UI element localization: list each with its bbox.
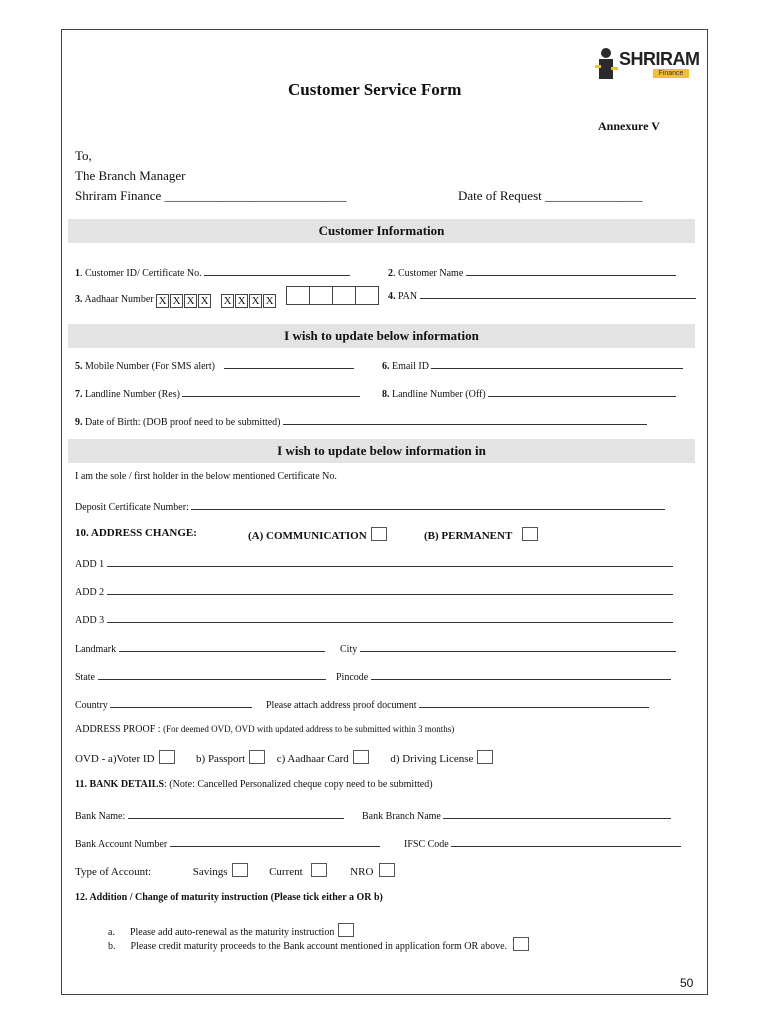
address-proof-label: ADDRESS PROOF : bbox=[75, 724, 161, 735]
landmark-blank[interactable] bbox=[119, 641, 325, 652]
city-blank[interactable] bbox=[360, 641, 676, 652]
attach-proof-blank[interactable] bbox=[419, 697, 649, 708]
field-3-label: Aadhaar Number bbox=[82, 294, 154, 305]
field-deposit-certificate[interactable] bbox=[75, 499, 665, 513]
pincode-label: Pincode bbox=[336, 672, 369, 683]
field-ifsc[interactable] bbox=[404, 836, 681, 850]
country-blank[interactable] bbox=[110, 697, 252, 708]
savings-option[interactable] bbox=[193, 866, 248, 878]
option-a-marker: a. bbox=[108, 927, 115, 938]
email-blank[interactable] bbox=[431, 358, 683, 369]
landmark-label: Landmark bbox=[75, 644, 117, 655]
field-5-number: 5. bbox=[75, 361, 83, 372]
add1-label: ADD 1 bbox=[75, 559, 105, 570]
account-type-row bbox=[75, 863, 395, 878]
current-option[interactable] bbox=[269, 866, 327, 878]
field-6-label: Email ID bbox=[389, 361, 429, 372]
date-of-request-field[interactable]: Date of Request _______________ bbox=[458, 188, 643, 203]
field-2-number: 2 bbox=[388, 268, 393, 279]
shriram-finance-line[interactable]: Shriram Finance ____________________________ bbox=[75, 188, 347, 203]
field-pan[interactable] bbox=[388, 288, 696, 302]
field-4-number: 4. bbox=[388, 291, 396, 302]
country-label: Country bbox=[75, 700, 108, 711]
address-change-heading: 10. ADDRESS CHANGE: bbox=[75, 527, 197, 539]
nro-option[interactable] bbox=[350, 866, 395, 878]
ovd-passport-option[interactable] bbox=[196, 753, 265, 765]
field-customer-id[interactable] bbox=[75, 265, 350, 279]
landline-off-blank[interactable] bbox=[488, 386, 676, 397]
aadhaar-mask-box: X bbox=[235, 294, 248, 308]
aadhaar-mask-box: X bbox=[221, 294, 234, 308]
aadhaar-mask-box: X bbox=[156, 294, 169, 308]
branch-name-label: Bank Branch Name bbox=[362, 811, 441, 822]
aadhaar-input-boxes[interactable] bbox=[286, 286, 378, 308]
add3-blank[interactable] bbox=[107, 612, 673, 623]
ifsc-label: IFSC Code bbox=[404, 839, 449, 850]
ovd-aadhaar-label: c) Aadhaar Card bbox=[276, 753, 349, 765]
pan-blank[interactable] bbox=[420, 288, 696, 299]
field-bank-name[interactable] bbox=[75, 808, 344, 822]
bank-details-heading: 11. BANK DETAILS bbox=[75, 779, 165, 790]
field-7-label: Landline Number (Res) bbox=[82, 389, 180, 400]
field-state[interactable] bbox=[75, 669, 326, 683]
field-landmark[interactable] bbox=[75, 641, 325, 655]
field-pincode[interactable] bbox=[336, 669, 671, 683]
state-label: State bbox=[75, 672, 95, 683]
ovd-aadhaar-checkbox[interactable] bbox=[353, 750, 369, 764]
attach-proof-label: Please attach address proof document bbox=[266, 700, 417, 711]
field-2-label: . Customer Name bbox=[393, 268, 464, 279]
field-9-label: Date of Birth: (DOB proof need to be submitted) bbox=[82, 417, 281, 428]
option-communication[interactable] bbox=[248, 527, 387, 542]
ovd-options-row bbox=[75, 750, 493, 765]
section-customer-information: Customer Information bbox=[68, 219, 695, 243]
field-4-label: PAN bbox=[395, 291, 418, 302]
field-mobile-number[interactable] bbox=[75, 358, 354, 372]
field-bank-branch[interactable] bbox=[362, 808, 671, 822]
field-8-number: 8. bbox=[382, 389, 390, 400]
logo-name: SHRIRAM bbox=[619, 49, 700, 69]
bank-name-blank[interactable] bbox=[128, 808, 344, 819]
field-email-id[interactable] bbox=[382, 358, 683, 372]
field-1-number: 1 bbox=[75, 268, 80, 279]
aadhaar-mask-box: X bbox=[170, 294, 183, 308]
pincode-blank[interactable] bbox=[371, 669, 671, 680]
field-add3[interactable] bbox=[75, 612, 673, 626]
nro-label: NRO bbox=[350, 866, 374, 878]
option-b-text: Please credit maturity proceeds to the Bank account mentioned in application form OR above. bbox=[130, 941, 508, 952]
sole-holder-text: I am the sole / first holder in the below mentioned Certificate No. bbox=[75, 471, 337, 482]
field-date-of-birth[interactable] bbox=[75, 414, 647, 428]
account-type-label: Type of Account: bbox=[75, 866, 152, 878]
aadhaar-mask-box: X bbox=[198, 294, 211, 308]
section-update-information: I wish to update below information bbox=[68, 324, 695, 348]
option-b-marker: b. bbox=[108, 941, 116, 952]
dob-blank[interactable] bbox=[283, 414, 647, 425]
field-5-label: Mobile Number (For SMS alert) bbox=[82, 361, 215, 372]
maturity-option-a[interactable] bbox=[108, 923, 354, 938]
form-page bbox=[61, 29, 708, 995]
account-number-blank[interactable] bbox=[170, 836, 380, 847]
field-9-number: 9. bbox=[75, 417, 83, 428]
bank-details-heading-row bbox=[75, 779, 433, 790]
branch-manager-line: The Branch Manager bbox=[75, 168, 186, 183]
field-country[interactable] bbox=[75, 697, 252, 711]
field-city[interactable] bbox=[340, 641, 676, 655]
add2-label: ADD 2 bbox=[75, 587, 105, 598]
account-number-label: Bank Account Number bbox=[75, 839, 168, 850]
field-customer-name[interactable] bbox=[388, 265, 676, 279]
field-aadhaar[interactable] bbox=[75, 286, 378, 308]
ovd-voter-label: OVD - a)Voter ID bbox=[75, 753, 155, 765]
ifsc-blank[interactable] bbox=[451, 836, 681, 847]
option-b-checkbox[interactable] bbox=[513, 937, 529, 951]
page-number: 50 bbox=[680, 976, 694, 990]
shriram-logo-icon bbox=[595, 45, 619, 79]
add2-blank[interactable] bbox=[107, 584, 673, 595]
mobile-blank[interactable] bbox=[224, 358, 354, 369]
field-add1[interactable] bbox=[75, 556, 673, 570]
savings-label: Savings bbox=[192, 866, 228, 878]
maturity-option-b[interactable] bbox=[108, 937, 529, 952]
field-6-number: 6. bbox=[382, 361, 390, 372]
page-title: Customer Service Form bbox=[288, 80, 462, 99]
ovd-aadhaar-option[interactable] bbox=[277, 753, 369, 765]
city-label: City bbox=[340, 644, 358, 655]
field-1-label: . Customer ID/ Certificate No. bbox=[80, 268, 202, 279]
field-account-number[interactable] bbox=[75, 836, 380, 850]
field-3-number: 3. bbox=[75, 294, 83, 305]
aadhaar-mask-box: X bbox=[263, 294, 276, 308]
option-a-checkbox[interactable] bbox=[338, 923, 354, 937]
address-proof-line bbox=[75, 724, 454, 735]
add3-label: ADD 3 bbox=[75, 615, 105, 626]
option-permanent[interactable] bbox=[424, 527, 538, 542]
permanent-checkbox[interactable] bbox=[522, 527, 538, 541]
ovd-dl-checkbox[interactable] bbox=[477, 750, 493, 764]
current-checkbox[interactable] bbox=[311, 863, 327, 877]
ovd-passport-checkbox[interactable] bbox=[249, 750, 265, 764]
bank-name-label: Bank Name: bbox=[75, 811, 126, 822]
field-add2[interactable] bbox=[75, 584, 673, 598]
maturity-heading: 12. Addition / Change of maturity instruction (Please tick either a OR b) bbox=[75, 892, 383, 903]
savings-checkbox[interactable] bbox=[232, 863, 248, 877]
field-7-number: 7. bbox=[75, 389, 83, 400]
customer-name-blank[interactable] bbox=[466, 265, 676, 276]
deposit-cert-label: Deposit Certificate Number: bbox=[75, 502, 189, 513]
field-landline-res[interactable] bbox=[75, 386, 360, 400]
address-proof-note: (For deemed OVD, OVD with updated address to be submitted within 3 months) bbox=[163, 724, 455, 734]
nro-checkbox[interactable] bbox=[379, 863, 395, 877]
field-address-proof-document[interactable] bbox=[266, 697, 649, 711]
shriram-logo bbox=[595, 45, 700, 81]
deposit-cert-blank[interactable] bbox=[191, 499, 665, 510]
permanent-label: (B) PERMANENT bbox=[424, 530, 513, 542]
add1-blank[interactable] bbox=[107, 556, 673, 567]
to-line: To, bbox=[75, 148, 92, 163]
option-a-text: Please add auto-renewal as the maturity instruction bbox=[129, 927, 335, 938]
communication-label: (A) COMMUNICATION bbox=[248, 530, 367, 542]
current-label: Current bbox=[269, 866, 303, 878]
section-update-information-in: I wish to update below information in bbox=[68, 439, 695, 463]
ovd-dl-option[interactable] bbox=[390, 753, 493, 765]
communication-checkbox[interactable] bbox=[371, 527, 387, 541]
ovd-voter-checkbox[interactable] bbox=[159, 750, 175, 764]
customer-id-blank[interactable] bbox=[204, 265, 350, 276]
ovd-dl-label: d) Driving License bbox=[390, 753, 474, 765]
aadhaar-mask-box: X bbox=[184, 294, 197, 308]
ovd-voter-option[interactable] bbox=[75, 753, 175, 765]
field-8-label: Landline Number (Off) bbox=[389, 389, 486, 400]
landline-res-blank[interactable] bbox=[182, 386, 360, 397]
state-blank[interactable] bbox=[98, 669, 326, 680]
field-landline-off[interactable] bbox=[382, 386, 676, 400]
aadhaar-mask-box: X bbox=[249, 294, 262, 308]
annexure-label: Annexure V bbox=[598, 119, 660, 133]
bank-details-note: : (Note: Cancelled Personalized cheque copy need to be submitted) bbox=[164, 779, 433, 790]
branch-name-blank[interactable] bbox=[443, 808, 671, 819]
ovd-passport-label: b) Passport bbox=[196, 753, 246, 765]
logo-sub: Finance bbox=[653, 69, 689, 78]
